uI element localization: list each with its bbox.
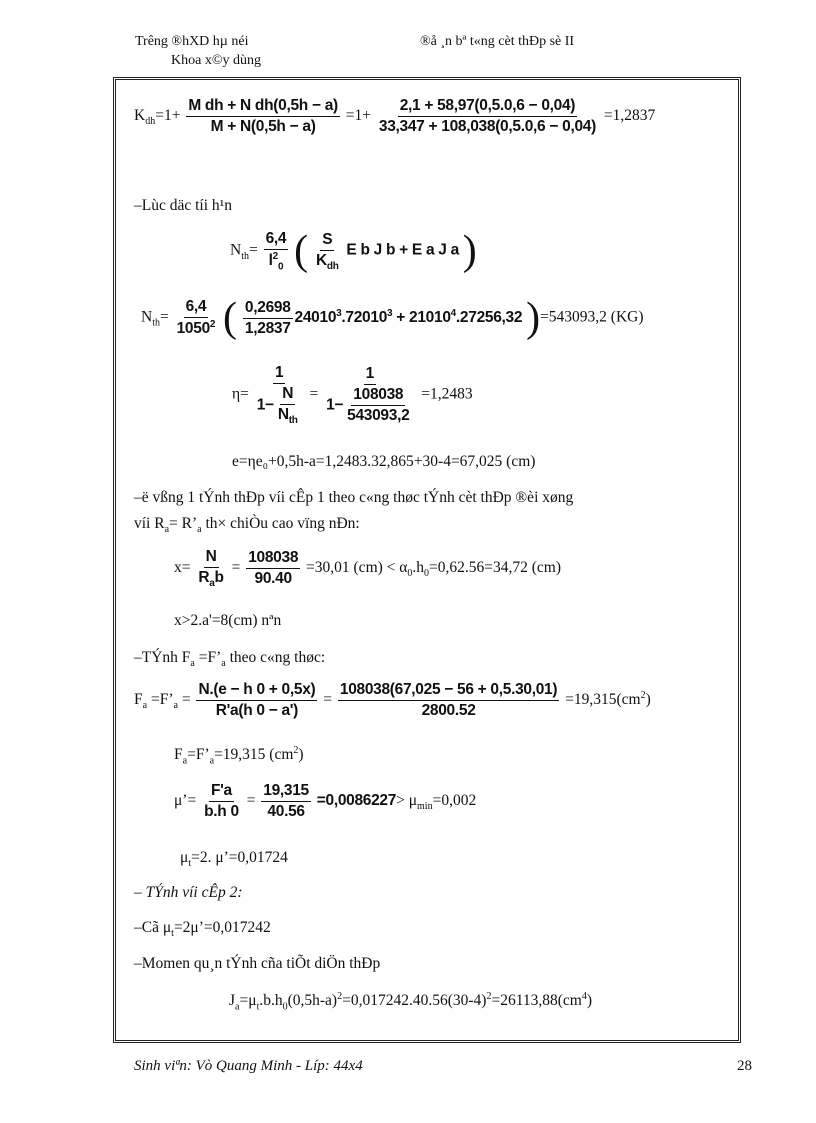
equation-mu: μ’= $\frac{F'a}{b.h 0}$ = $\frac{19,315}{40.56}$ $=0,0086227> \mu_{min}=0,002$ <box>174 782 477 820</box>
equation-eta: η= 1 1− $\frac{N}{N_{th}}$ = 1 1− $\frac{108038}{543093,2}$ =1,2483 <box>232 364 473 427</box>
equation-mu-t: $\mu_t=2$. μ’=0,01724 <box>180 849 288 870</box>
footer-author: Sinh viªn: Vò Quang Minh - Líp: 44x4 <box>134 1058 363 1074</box>
equation-kdh: $K_{dh}=1+$ $\frac{\text{M dh + N dh(0,5h − a)}}{M + N(0,5h - a)}$ =1+ $\frac{2,1 + 58,97(0,5.0,6 - 0,04)}{33,347 + 108,038(0,5.0,6 - 0,04)}$ =1,2837 <box>134 97 656 135</box>
equation-fa-result: $F_a=F’_a=19,315$ $(cm^2)$ <box>174 745 304 767</box>
section-critical-force: –Lùc däc tíi h¹n <box>134 197 233 214</box>
page-number: 28 <box>737 1058 752 1074</box>
header-left-line2: Khoa x©y dùng <box>171 53 261 68</box>
equation-nth-formula: $N_{th}=$ $\frac{6,4}{l^2_0}$ ( $\frac{S}{K_{dh}}$ E b J b + E a J a ) <box>230 228 477 275</box>
equation-fa: $F_a$ $=F’_a$ = $\frac{N.(e - h 0 + 0,5x)}{R'a(h 0 - a')}$ = $\frac{108038(67,025 - 56 + 0,5.30,01)}{2800.52}$ $=19,315(cm^2)$ <box>134 681 651 719</box>
section-level2: – TÝnh víi cÊp 2: <box>134 884 243 901</box>
line-mu-t: –Cã $\mu_t=2\mu’=0,017242$ <box>134 919 271 940</box>
paragraph-line2: víi $R_a=$ $R’_a$ th× chiÒu cao vïng nÐn: <box>134 515 360 536</box>
header-left-line1: Trêng ®hXD hµ néi <box>135 34 249 49</box>
section-fa: –TÝnh $F_a$ $=F’_a$ theo c«ng thøc: <box>134 649 326 670</box>
paragraph-line1: –ë vßng 1 tÝnh thÐp víi cÊp 1 theo c«ng thøc tÝnh cèt thÐp ®èi xøng <box>134 489 574 506</box>
condition-x: x>2.a'=8(cm) nªn <box>174 612 282 629</box>
section-moment: –Momen qu¸n tÝnh cña tiÕt diÖn thÐp <box>134 955 381 972</box>
header-right: ®å ¸n bª t«ng cèt thÐp sè II <box>420 34 575 49</box>
equation-x: x= $\frac{N}{R_ab}$ = $\frac{108038}{90.40}$ =30,01 $(cm) < \alpha_0.h_0=0,62.56=34,72$ (cm) <box>174 548 562 590</box>
equation-ja: $J_a=\mu_t.b.h_0(0,5h-a)^2=0,017242.40.56(30-4)^2=26113,88(cm^4)$ <box>229 991 593 1013</box>
equation-e: e=ηe₀+0,5h-a=1,2483.32,865+30-4=67,025 (cm) <box>232 453 536 470</box>
equation-nth-values: $N_{th}=$ $\frac{6,4}{1050^2}$ ( $\frac{0,2698}{1,2837}$ $24010^3.72010^3 + 21010^4.27256,32$ )=543093,2 (KG) <box>141 295 644 341</box>
